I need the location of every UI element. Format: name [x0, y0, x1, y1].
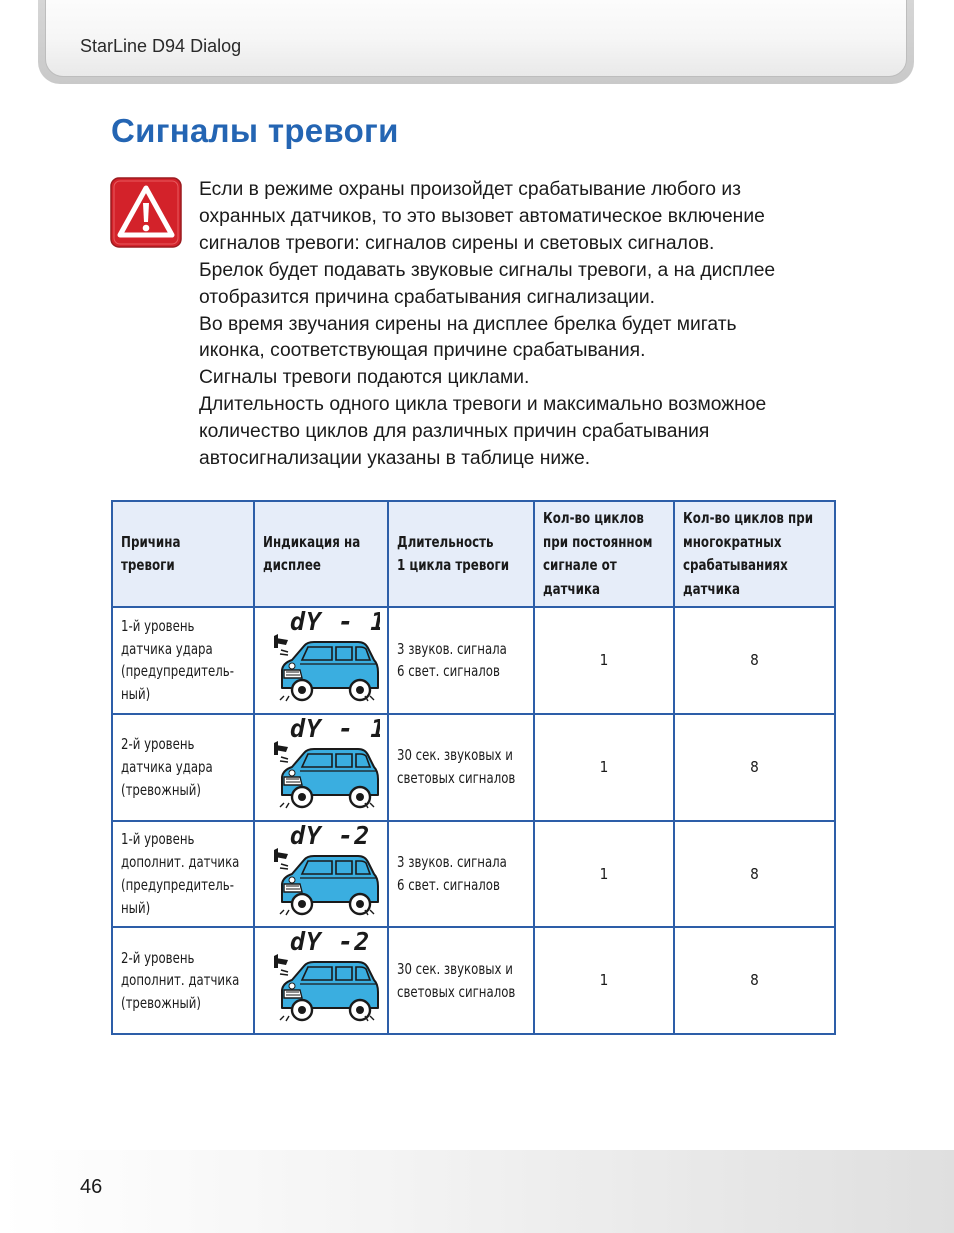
- cell-line: 6 свет. сигналов: [397, 875, 500, 894]
- column-header: [534, 501, 674, 607]
- cell-line: Кол-во циклов: [543, 509, 644, 527]
- column-header: [674, 501, 835, 607]
- duration-cell: [388, 607, 534, 714]
- page-title: Сигналы тревоги: [111, 112, 399, 149]
- intro-text: [199, 177, 839, 473]
- table-row: [112, 821, 835, 928]
- warning-icon: [110, 177, 182, 248]
- cell-line: сигнале от: [543, 556, 617, 574]
- cell-line: (предупредитель-: [121, 662, 234, 681]
- car-shock-icon: [262, 822, 380, 920]
- intro-line: Брелок будет подавать звуковые сигналы тревоги, а на дисплее: [199, 259, 776, 281]
- car-shock-icon: [262, 928, 380, 1026]
- cell-line: дополнит. датчика: [121, 853, 240, 872]
- cycles-constant-cell: 1: [534, 821, 674, 928]
- cell-line: дисплее: [263, 556, 321, 574]
- cell-line: 2-й уровень: [121, 735, 195, 753]
- display-cell: [254, 714, 388, 821]
- cell-line: дополнит. датчика: [121, 971, 240, 990]
- intro-line: Во время звучания сирены на дисплее брелка будет мигать: [199, 313, 737, 335]
- cell-line: 6 свет. сигналов: [397, 662, 500, 681]
- cell-line: датчика удара: [121, 757, 213, 776]
- intro-line: количество циклов для различных причин срабатывания: [199, 421, 710, 443]
- reason-cell: [112, 927, 254, 1034]
- cell-line: 30 сек. звуковых и: [397, 959, 513, 978]
- cycles-multiple-cell: 8: [674, 821, 835, 928]
- cell-line: 1 цикла тревоги: [397, 556, 510, 574]
- cycles-multiple-cell: 8: [674, 714, 835, 821]
- cycles-constant-cell: 1: [534, 607, 674, 714]
- reason-cell: [112, 821, 254, 928]
- cycles-constant-cell: 1: [534, 927, 674, 1034]
- cell-line: датчика: [683, 579, 741, 598]
- cell-line: срабатываниях: [683, 556, 788, 574]
- reason-cell: [112, 607, 254, 714]
- cell-line: Индикация на: [263, 532, 361, 551]
- cell-line: Причина: [121, 532, 181, 551]
- alarm-table: [111, 500, 836, 1035]
- duration-cell: [388, 927, 534, 1034]
- car-shock-icon: [262, 608, 380, 706]
- duration-cell: [388, 714, 534, 821]
- cell-line: датчика: [543, 579, 601, 598]
- cycles-multiple-cell: 8: [674, 607, 835, 714]
- cell-line: 3 звуков. сигнала: [397, 639, 507, 658]
- intro-line: Длительность одного цикла тревоги и максимально возможное: [199, 394, 767, 416]
- intro-line: охранных датчиков, то это вызовет автоматическое включение: [199, 205, 765, 227]
- intro-line: иконка, соответствующая причине срабатывания.: [199, 340, 646, 362]
- cycles-multiple-cell: 8: [674, 927, 835, 1034]
- cell-line: 1-й уровень: [121, 830, 195, 849]
- table-row: [112, 607, 835, 714]
- display-code: dY - 1: [290, 714, 380, 743]
- cell-line: 3 звуков. сигнала: [397, 853, 507, 872]
- display-cell: [254, 607, 388, 714]
- cell-line: ный): [121, 685, 151, 704]
- duration-cell: [388, 821, 534, 928]
- cycles-constant-cell: 1: [534, 714, 674, 821]
- cell-line: тревоги: [121, 556, 175, 574]
- intro-line: Сигналы тревоги подаются циклами.: [199, 367, 530, 389]
- display-cell: [254, 927, 388, 1034]
- page-number: 46: [80, 1176, 103, 1198]
- display-cell: [254, 821, 388, 928]
- cell-line: 1-й уровень: [121, 616, 195, 635]
- column-header: [388, 501, 534, 607]
- table-header-row: [112, 501, 835, 607]
- display-code: dY -2: [290, 821, 371, 850]
- cell-line: (тревожный): [121, 780, 202, 799]
- reason-cell: [112, 714, 254, 821]
- car-shock-icon: [262, 715, 380, 813]
- column-header: [112, 501, 254, 607]
- intro-line: Если в режиме охраны произойдет срабатывание любого из: [199, 179, 741, 200]
- cell-line: световых сигналов: [397, 982, 516, 1001]
- header-title: StarLine D94 Dialog: [80, 36, 242, 56]
- cell-line: Длительность: [397, 532, 494, 551]
- cell-line: датчика удара: [121, 639, 213, 658]
- cell-line: световых сигналов: [397, 769, 516, 788]
- display-code: dY -2: [290, 928, 371, 957]
- table-row: [112, 927, 835, 1034]
- cell-line: при постоянном: [543, 532, 653, 551]
- footer-bar: [0, 1150, 954, 1233]
- table-row: [112, 714, 835, 821]
- cell-line: многократных: [683, 532, 782, 551]
- cell-line: Кол-во циклов при: [683, 509, 814, 527]
- cell-line: 30 сек. звуковых и: [397, 746, 513, 765]
- cell-line: 2-й уровень: [121, 948, 195, 967]
- column-header: [254, 501, 388, 607]
- cell-line: (предупредитель-: [121, 875, 234, 894]
- display-code: dY - 1: [290, 608, 380, 636]
- cell-line: (тревожный): [121, 994, 202, 1013]
- intro-line: сигналов тревоги: сигналов сирены и световых сигналов.: [199, 232, 715, 254]
- cell-line: ный): [121, 898, 151, 917]
- intro-line: автосигнализации указаны в таблице ниже.: [199, 448, 591, 470]
- intro-line: отобразится причина срабатывания сигнализации.: [199, 286, 656, 308]
